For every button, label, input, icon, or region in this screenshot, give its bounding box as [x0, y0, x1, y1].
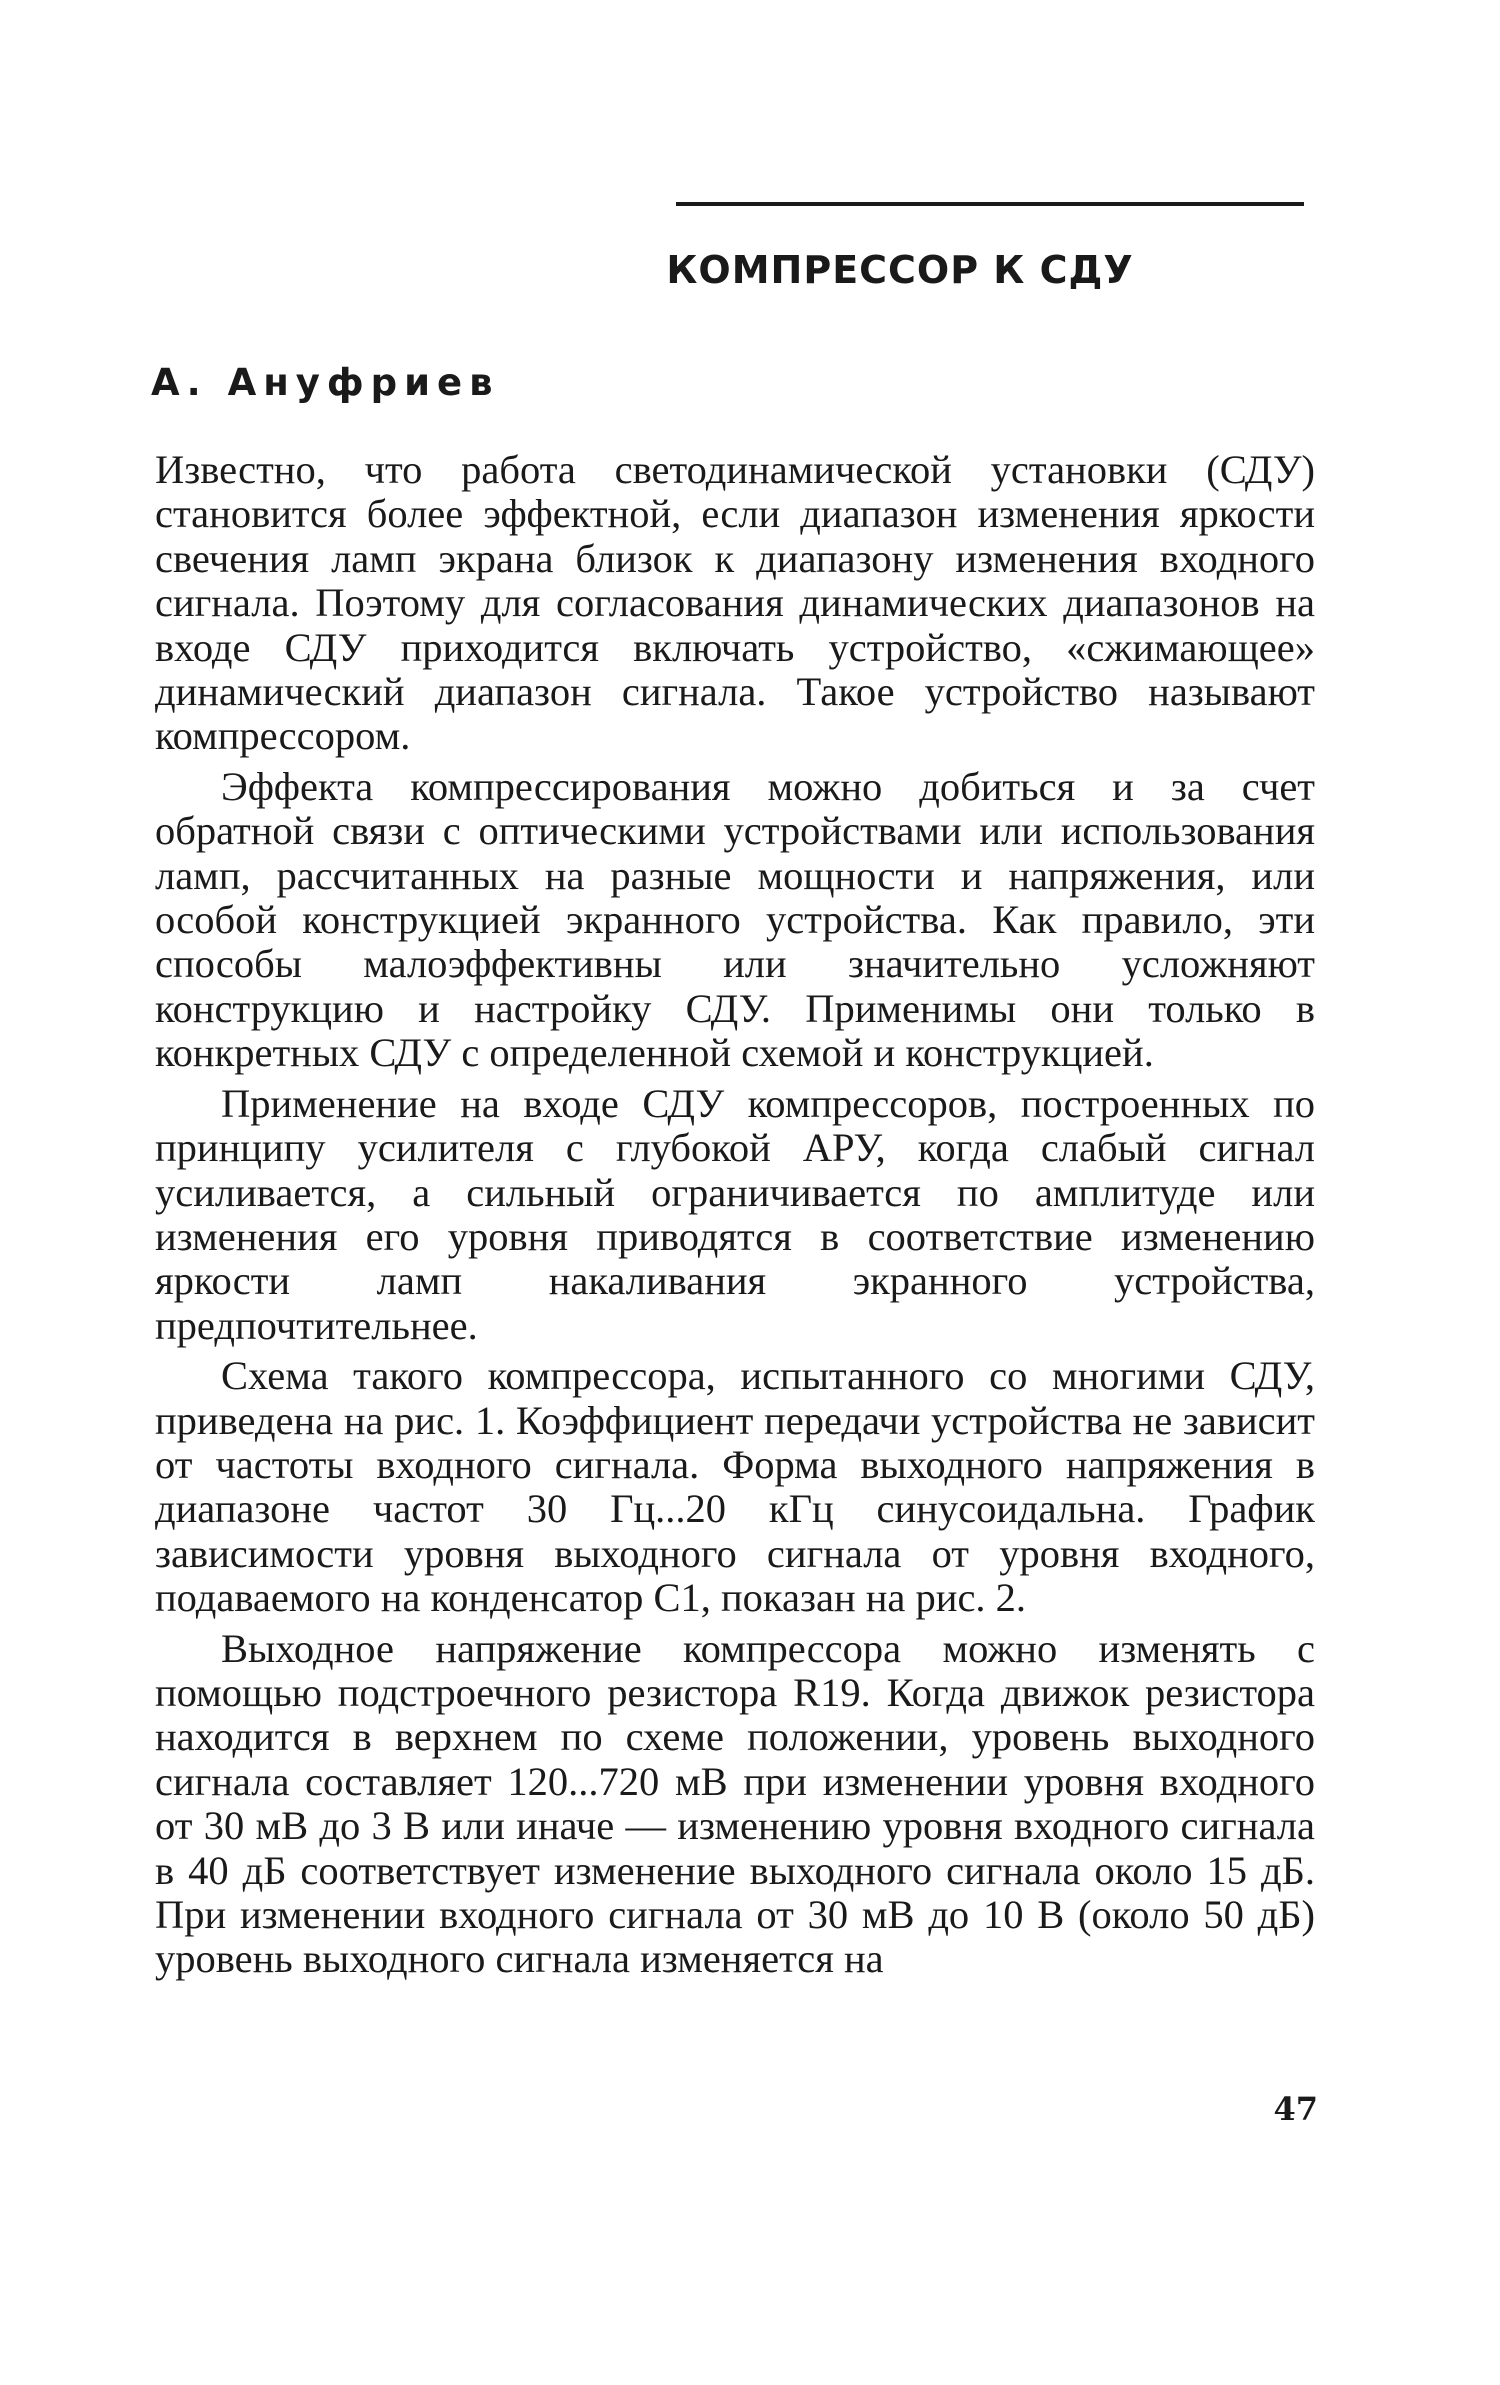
article-title: КОМПРЕССОР К СДУ [666, 248, 1134, 292]
page-number: 47 [1273, 2090, 1318, 2128]
paragraph-3: Применение на входе СДУ компрессоров, построенных по принципу усилителя с глубокой АРУ, когда слабый сигнал усиливается, а сильный ограничивается по амплитуде или изменения его уровня приводятся в соответствие изменению яркости ламп накаливания экранного устройства, предпочтительнее. [155, 1080, 1315, 1348]
article-author: А. Ануфриев [151, 361, 500, 404]
paragraph-1: Известно, что работа светодинамической установки (СДУ) становится более эффектной, если диапазон изменения яркости свечения ламп экрана близок к диапазону изменения входного сигнала. Поэтому для согласования динамических диапазонов на входе СДУ приходится включать устройство, «сжимающее» динамический диапазон сигнала. Такое устройство называют компрессором. [155, 447, 1315, 759]
paragraph-4: Схема такого компрессора, испытанного со многими СДУ, приведена на рис. 1. Коэффициент передачи устройства не зависит от частоты входного сигнала. Форма выходного напряжения в диапазоне частот 30 Гц...20 кГц синусоидальна. График зависимости уровня выходного сигнала от уровня входного, подаваемого на конденсатор С1, показан на рис. 2. [155, 1353, 1315, 1621]
paragraph-2: Эффекта компрессирования можно добиться и за счет обратной связи с оптическими устройствами или использования ламп, рассчитанных на разные мощности и напряжения, или особой конструкцией экранного устройства. Как правило, эти способы малоэффективны или значительно усложняют конструкцию и настройку СДУ. Применимы они только в конкретных СДУ с определенной схемой и конструкцией. [155, 763, 1315, 1076]
article-body [155, 448, 1315, 1988]
header-rule [676, 202, 1304, 206]
paragraph-5: Выходное напряжение компрессора можно изменять с помощью подстроечного резистора R19. Когда движок резистора находится в верхнем по схеме положении, уровень выходного сигнала составляет 120...720 мВ при изменении уровня входного от 30 мВ до 3 В или иначе — изменению уровня входного сигнала в 40 дБ соответствует изменение выходного сигнала около 15 дБ. При изменении входного сигнала от 30 мВ до 10 В (около 50 дБ) уровень выходного сигнала изменяется на [155, 1625, 1315, 1982]
